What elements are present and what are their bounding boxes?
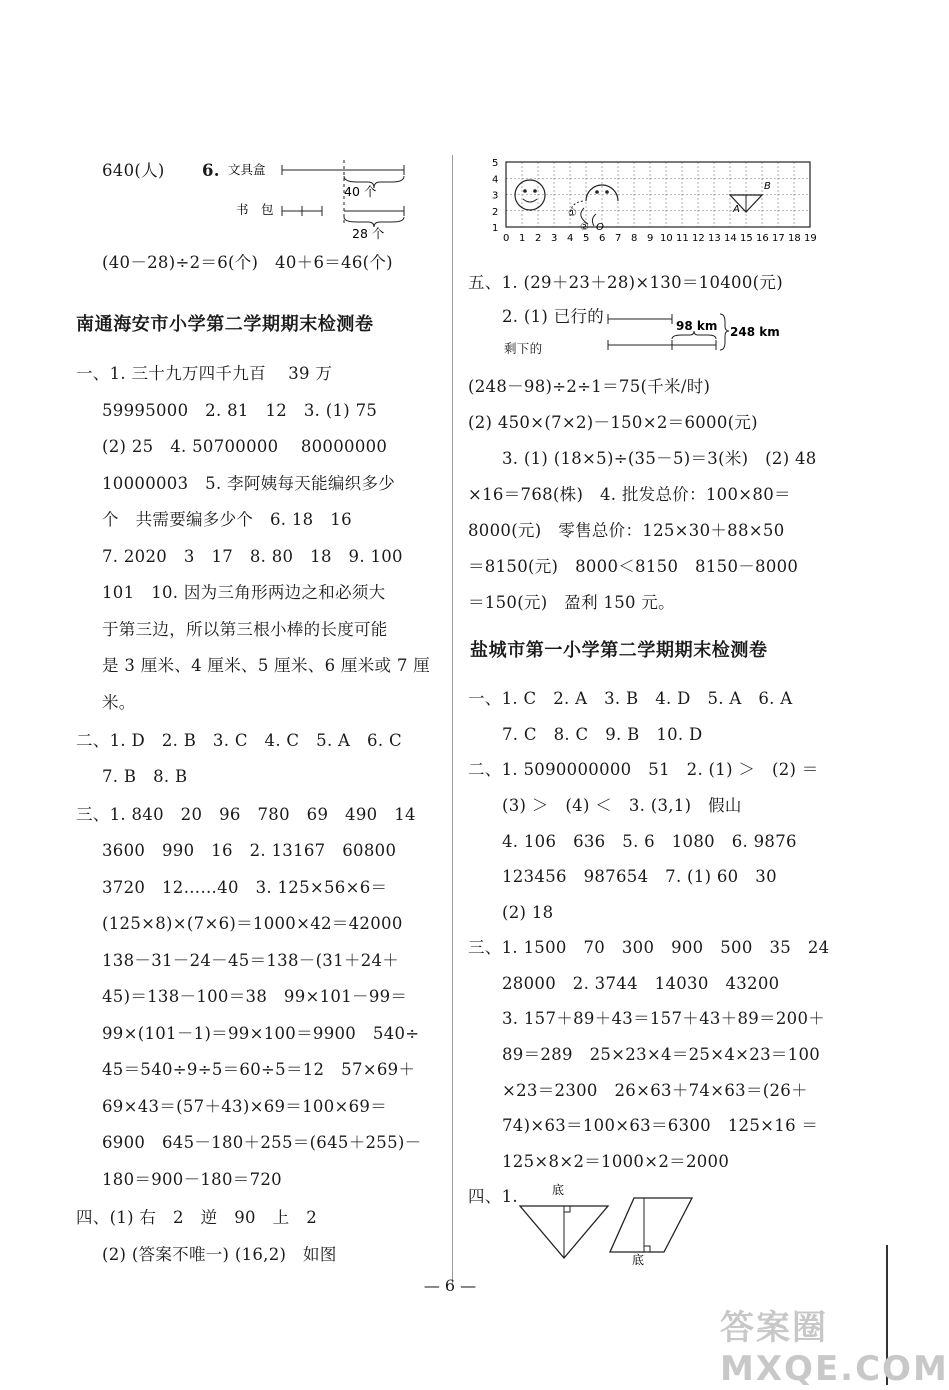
answer-line: 个 共需要编多少个 6. 18 16 xyxy=(102,510,352,529)
grid-x-label: 0 xyxy=(503,233,510,244)
page-number: — 6 — xyxy=(423,1276,477,1295)
answer-line: 45＝540÷9÷5＝60÷5＝12 57×69＋ xyxy=(102,1060,416,1079)
answer-line: 4. 106 636 5. 6 1080 6. 9876 xyxy=(502,832,797,851)
answer-line: 于第三边，所以第三根小棒的长度可能 xyxy=(102,620,388,639)
answer-line: (2) 450×(7×2)－150×2＝6000(元) xyxy=(468,413,758,432)
answer-line: 二、1. D 2. B 3. C 4. C 5. A 6. C xyxy=(76,731,402,750)
label-98km: 98 km xyxy=(676,319,718,333)
answer-line: 123456 987654 7. (1) 60 30 xyxy=(502,867,777,886)
label-248km: 248 km xyxy=(730,325,780,339)
answer-line: 8000(元) 零售总价：125×30＋88×50 xyxy=(468,521,785,540)
answer-line: 10000003 5. 李阿姨每天能编织多少 xyxy=(102,474,396,493)
grid-y-label: 1 xyxy=(492,223,499,234)
grid-x-label: 1 xyxy=(519,233,526,244)
answer-line: 59995000 2. 81 12 3. (1) 75 xyxy=(102,401,378,420)
answer-line: 7. 2020 3 17 8. 80 18 9. 100 xyxy=(102,547,403,566)
grid-x-label: 15 xyxy=(740,233,753,244)
answer-line: (3) ＞ (4) ＜ 3. (3,1) 假山 xyxy=(502,796,742,815)
answer-line: 剩下的 xyxy=(504,341,543,356)
answer-line: (248－98)÷2÷1＝75(千米/时) xyxy=(468,377,711,396)
label-base-bottom: 底 xyxy=(632,1253,645,1267)
answer-line: 是 3 厘米、4 厘米、5 厘米、6 厘米或 7 厘 xyxy=(102,656,431,675)
answer-line: 米。 xyxy=(102,693,136,712)
grid-x-label: 7 xyxy=(615,233,622,244)
diagram-label-40: 40 个 xyxy=(344,184,377,199)
answer-line: 125×8×2＝1000×2＝2000 xyxy=(502,1152,730,1171)
column-divider xyxy=(452,155,453,1285)
answer-line: 7. C 8. C 9. B 10. D xyxy=(502,725,703,744)
grid-x-label: 14 xyxy=(724,233,737,244)
diagram-label-28: 28 个 xyxy=(352,226,385,241)
answer-line: (125×8)×(7×6)＝1000×42＝42000 xyxy=(102,914,403,933)
grid-x-label: 9 xyxy=(647,233,654,244)
answer-line: 一、1. 三十九万四千九百 39 万 xyxy=(76,364,333,383)
grid-x-label: 16 xyxy=(756,233,769,244)
answer-line: (2) (答案不唯一) (16,2) 如图 xyxy=(102,1245,337,1264)
grid-x-label: 3 xyxy=(551,233,558,244)
grid-x-label: 5 xyxy=(583,233,590,244)
answer-line: 69×43＝(57＋43)×69＝100×69＝ xyxy=(102,1097,388,1116)
section-heading: 南通海安市小学第二学期期末检测卷 xyxy=(76,314,374,335)
bar-diagram xyxy=(222,154,422,240)
watermark: 答案圈 MXQE.COM xyxy=(720,1308,949,1389)
answer-line: 一、1. C 2. A 3. B 4. D 5. A 6. A xyxy=(468,689,793,708)
answer-line: ×23＝2300 26×63＋74×63＝(26＋ xyxy=(502,1081,808,1100)
grid-x-label: 18 xyxy=(788,233,801,244)
answer-line: 28000 2. 3744 14030 43200 xyxy=(502,974,780,993)
mark-circle1: ① xyxy=(568,208,577,219)
answer-line: 74)×63＝100×63＝6300 125×16 ＝ xyxy=(502,1116,819,1135)
answer-line: 3. (1) (18×5)÷(35－5)＝3(米) (2) 48 xyxy=(502,449,817,468)
answer-line: 2. (1) 已行的 xyxy=(502,307,605,326)
shapes-figure xyxy=(514,1180,714,1267)
answer-line: 五、1. (29＋23＋28)×130＝10400(元) xyxy=(468,273,783,292)
answer-line: 四、1. xyxy=(468,1187,518,1206)
answer-line: ×16＝768(株) 4. 批发总价：100×80＝ xyxy=(468,485,791,504)
label-box: 文具盒 xyxy=(228,162,266,177)
question-number: 6. xyxy=(202,161,220,180)
answer-line: 3. 157＋89＋43＝157＋43＋89＝200＋ xyxy=(502,1009,826,1028)
answer-line: (2) 25 4. 50700000 80000000 xyxy=(102,437,388,456)
grid-x-label: 4 xyxy=(567,233,574,244)
answer-line: 3600 990 16 2. 13167 60800 xyxy=(102,841,397,860)
answer-line: 3720 12……40 3. 125×56×6＝ xyxy=(102,878,388,897)
grid-y-label: 4 xyxy=(492,174,499,186)
answer-line: 6900 645－180＋255＝(645＋255)－ xyxy=(102,1133,422,1152)
grid-x-label: 2 xyxy=(535,233,542,244)
label-base-top: 底 xyxy=(552,1183,565,1197)
grid-x-label: 12 xyxy=(692,233,705,244)
answer-line: 三、1. 1500 70 300 900 500 35 24 xyxy=(468,938,830,957)
answer-line: 45)＝138－100＝38 99×101－99＝ xyxy=(102,987,408,1006)
answer-line: 138－31－24－45＝138－(31＋24＋ xyxy=(102,951,400,970)
label-bag: 书 包 xyxy=(236,202,274,217)
answer-line: 三、1. 840 20 96 780 69 490 14 xyxy=(76,805,416,824)
answer-line: 99×(101－1)＝99×100＝9900 540÷ xyxy=(102,1024,420,1043)
answer-line: 7. B 8. B xyxy=(102,767,188,786)
answer-line: 180＝900－180＝720 xyxy=(102,1170,282,1189)
section-heading: 盐城市第一小学第二学期期末检测卷 xyxy=(470,640,768,661)
answer-line: ＝8150(元) 8000＜8150 8150－8000 xyxy=(468,557,799,576)
grid-x-label: 13 xyxy=(708,233,721,244)
answer-line: (40－28)÷2＝6(个) 40＋6＝46(个) xyxy=(102,253,393,272)
grid-y-label: 3 xyxy=(492,190,499,202)
grid-x-label: 11 xyxy=(676,233,689,244)
answer-line: ＝150(元) 盈利 150 元。 xyxy=(468,593,675,612)
distance-diagram xyxy=(604,310,804,360)
mark-A: A xyxy=(733,204,740,215)
grid-x-label: 17 xyxy=(772,233,785,244)
mark-O: O xyxy=(596,222,604,233)
answer-line: 四、(1) 右 2 逆 90 上 2 xyxy=(76,1208,318,1227)
grid-figure xyxy=(484,156,824,246)
grid-x-label: 10 xyxy=(660,233,673,244)
answer-line: 二、1. 5090000000 51 2. (1) ＞ (2) ＝ xyxy=(468,760,819,779)
answer-line: (2) 18 xyxy=(502,903,554,922)
grid-x-label: 6 xyxy=(599,233,606,244)
grid-y-label: 5 xyxy=(492,158,499,169)
mark-circle2: ② xyxy=(580,222,589,233)
grid-y-label: 2 xyxy=(492,206,499,218)
answer-line: 640(人) xyxy=(102,161,165,180)
grid-x-label: 8 xyxy=(631,233,638,244)
grid-x-label: 19 xyxy=(804,233,817,244)
mark-B: B xyxy=(764,181,771,192)
answer-line: 101 10. 因为三角形两边之和必须大 xyxy=(102,583,386,602)
answer-line: 89＝289 25×23×4＝25×4×23＝100 xyxy=(502,1045,821,1064)
